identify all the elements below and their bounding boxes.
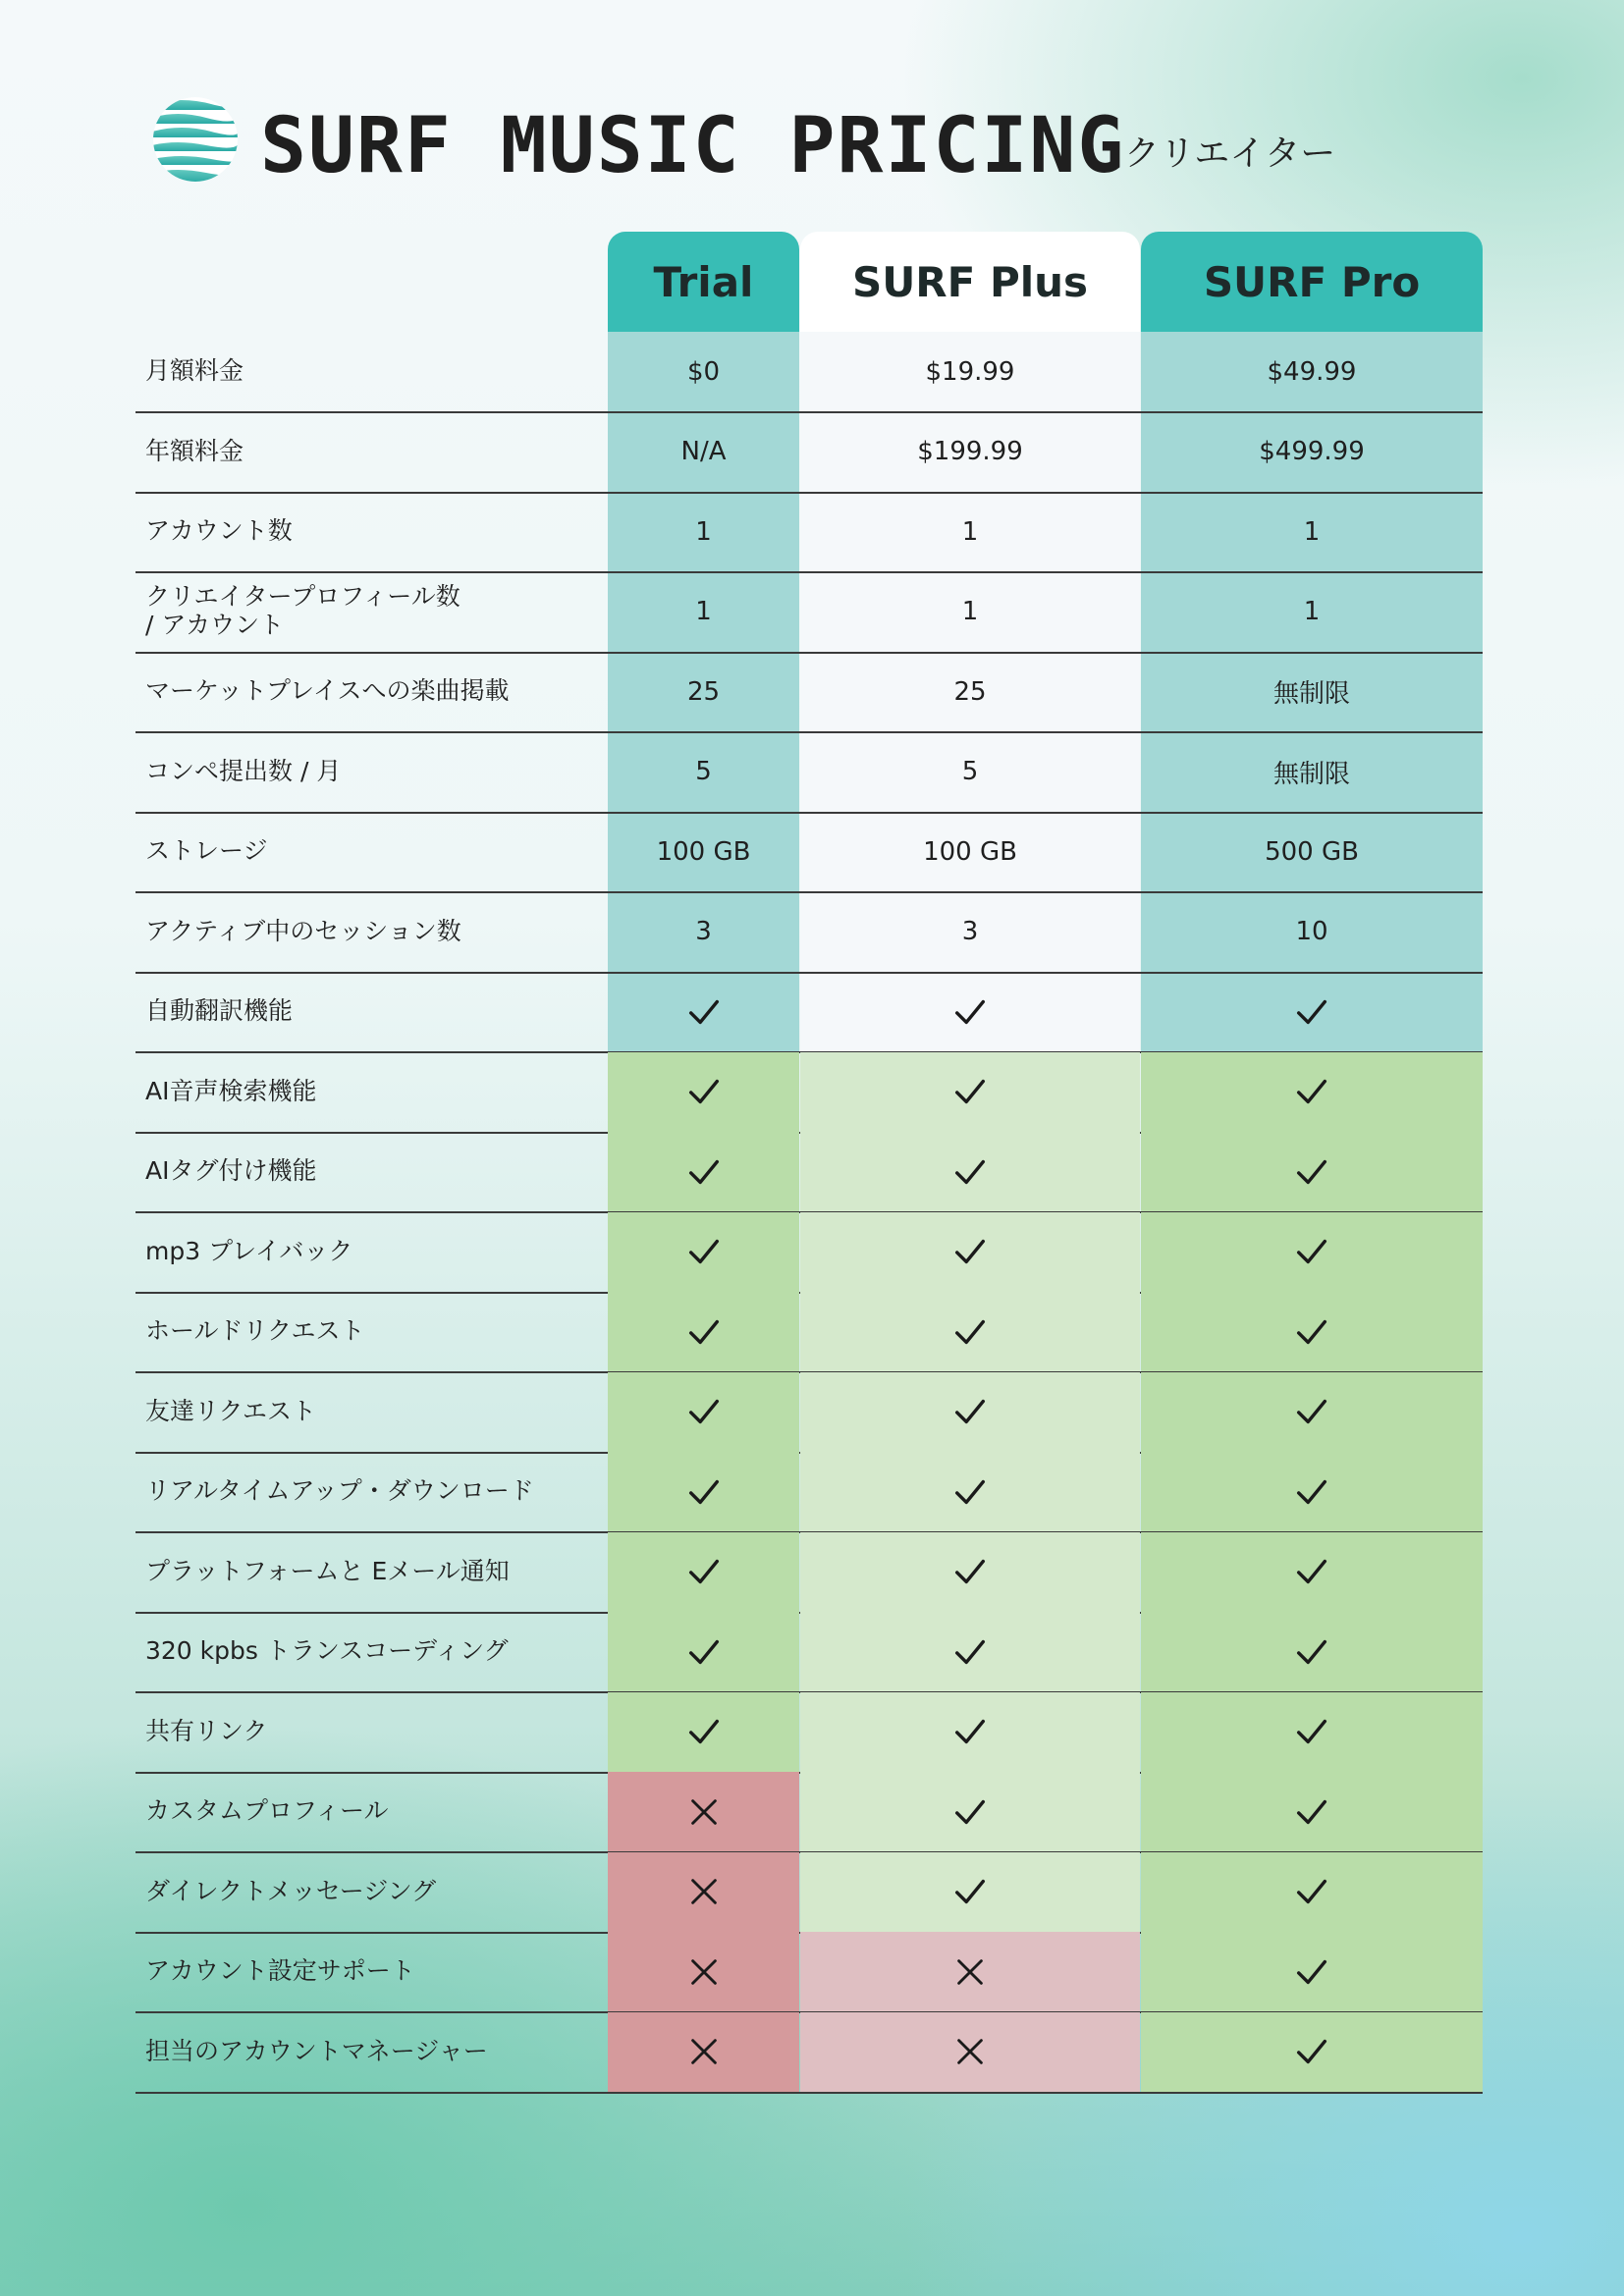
check-icon: [800, 1132, 1140, 1211]
cross-icon: [608, 2012, 799, 2092]
row-label: 年額料金: [145, 436, 244, 465]
cross-icon: [800, 2012, 1140, 2092]
check-icon: [608, 1212, 799, 1292]
check-icon: [608, 1692, 799, 1772]
check-icon: [800, 1372, 1140, 1452]
table-row: [135, 572, 1483, 654]
pro-value: $49.99: [1267, 356, 1357, 387]
cross-icon: [608, 1932, 799, 2011]
row-label: アカウント設定サポート: [145, 1956, 415, 1986]
pro-value: 無制限: [1272, 679, 1350, 709]
table-row: [135, 2012, 1483, 2094]
pro-value: 無制限: [1272, 759, 1350, 789]
table-row: [135, 1212, 1483, 1294]
plan-header-pro: SURF Pro: [1141, 232, 1483, 332]
trial-value: 1: [695, 597, 712, 626]
check-icon: [608, 1292, 799, 1371]
row-label: mp3 プレイバック: [145, 1236, 353, 1265]
plan-header-trial: Trial: [608, 232, 799, 332]
check-icon: [1141, 1212, 1483, 1292]
row-label: ダイレクトメッセージング: [145, 1876, 437, 1905]
cross-icon: [800, 1932, 1140, 2011]
cross-icon: [608, 1772, 799, 1851]
table-row: [135, 652, 1483, 733]
row-label: プラットフォームと Eメール通知: [145, 1556, 510, 1585]
check-icon: [800, 1772, 1140, 1851]
table-row: [135, 1612, 1483, 1693]
check-icon: [1141, 1932, 1483, 2011]
check-icon: [608, 972, 799, 1051]
check-icon: [1141, 1132, 1483, 1211]
plus-value: 1: [961, 516, 979, 547]
row-label: アクティブ中のセッション数: [145, 916, 461, 945]
table-row: [135, 1692, 1483, 1774]
check-icon: [800, 972, 1140, 1051]
check-icon: [1141, 1452, 1483, 1531]
page-subtitle: クリエイター: [1124, 133, 1336, 174]
row-label: ホールドリクエスト: [145, 1316, 365, 1346]
trial-value: 25: [686, 676, 721, 707]
check-icon: [608, 1612, 799, 1691]
pro-value: 10: [1295, 917, 1328, 946]
plus-value: 1: [961, 597, 979, 626]
table-row: [135, 1932, 1483, 2013]
table-row: [135, 1532, 1483, 1614]
trial-value: $0: [686, 356, 721, 387]
plan-header-plus: SURF Plus: [800, 232, 1140, 332]
check-icon: [800, 1692, 1140, 1772]
trial-value: N/A: [680, 437, 727, 466]
row-label: アカウント数: [145, 516, 293, 546]
table-row: [135, 812, 1483, 893]
row-label: 320 kpbs トランスコーディング: [145, 1636, 509, 1666]
check-icon: [608, 1052, 799, 1132]
table-row: [135, 492, 1483, 573]
table-row: [135, 1772, 1483, 1853]
check-icon: [1141, 1532, 1483, 1612]
check-icon: [800, 1452, 1140, 1531]
page-title: SURF MUSIC PRICING: [260, 102, 1126, 190]
table-row: [135, 1852, 1483, 1934]
table-row: [135, 732, 1483, 814]
wave-globe-icon: [152, 96, 239, 183]
pricing-table: [135, 232, 1483, 2090]
row-label: クリエイタープロフィール数 / アカウント: [145, 582, 460, 639]
check-icon: [800, 1212, 1140, 1292]
row-label: コンペ提出数 / 月: [145, 756, 342, 785]
check-icon: [1141, 1852, 1483, 1932]
table-row: [135, 1372, 1483, 1454]
pro-value: $499.99: [1259, 437, 1365, 466]
check-icon: [1141, 1292, 1483, 1371]
check-icon: [800, 1852, 1140, 1932]
plus-value: 25: [953, 676, 987, 707]
trial-value: 1: [695, 516, 712, 547]
row-label: 友達リクエスト: [145, 1396, 317, 1425]
check-icon: [1141, 972, 1483, 1051]
check-icon: [608, 1452, 799, 1531]
table-row: [135, 972, 1483, 1053]
check-icon: [800, 1612, 1140, 1691]
check-icon: [800, 1052, 1140, 1132]
row-label: AIタグ付け機能: [145, 1156, 317, 1186]
plus-value: 5: [961, 757, 979, 786]
row-label: マーケットプレイスへの楽曲掲載: [145, 676, 510, 706]
check-icon: [608, 1372, 799, 1452]
check-icon: [608, 1132, 799, 1211]
check-icon: [608, 1532, 799, 1612]
row-label: 担当のアカウントマネージャー: [145, 2036, 488, 2065]
plus-value: 100 GB: [923, 836, 1017, 867]
table-row: [135, 1452, 1483, 1533]
trial-value: 5: [695, 757, 712, 786]
check-icon: [800, 1532, 1140, 1612]
row-label: ストレージ: [145, 836, 268, 866]
check-icon: [1141, 1372, 1483, 1452]
page-header: [152, 96, 1429, 190]
trial-value: 3: [695, 917, 712, 946]
trial-value: 100 GB: [656, 836, 751, 867]
check-icon: [1141, 1052, 1483, 1132]
plus-value: $199.99: [917, 437, 1023, 466]
pro-value: 500 GB: [1265, 836, 1359, 867]
row-label: 共有リンク: [145, 1716, 268, 1745]
check-icon: [1141, 1612, 1483, 1691]
table-row: [135, 1052, 1483, 1134]
check-icon: [800, 1292, 1140, 1371]
check-icon: [1141, 2012, 1483, 2092]
check-icon: [1141, 1692, 1483, 1772]
table-row: [135, 332, 1483, 413]
pro-value: 1: [1303, 597, 1321, 626]
table-row: [135, 892, 1483, 974]
row-label: カスタムプロフィール: [145, 1796, 389, 1826]
table-row: [135, 1132, 1483, 1213]
plus-value: $19.99: [925, 356, 1015, 387]
table-row: [135, 1292, 1483, 1373]
pro-value: 1: [1303, 516, 1321, 547]
row-label: 自動翻訳機能: [145, 996, 294, 1026]
row-label: AI音声検索機能: [145, 1076, 317, 1105]
table-row: [135, 412, 1483, 494]
cross-icon: [608, 1852, 799, 1932]
row-label: 月額料金: [145, 356, 244, 386]
check-icon: [1141, 1772, 1483, 1851]
plus-value: 3: [961, 917, 979, 946]
row-label: リアルタイムアップ・ダウンロード: [145, 1476, 534, 1506]
